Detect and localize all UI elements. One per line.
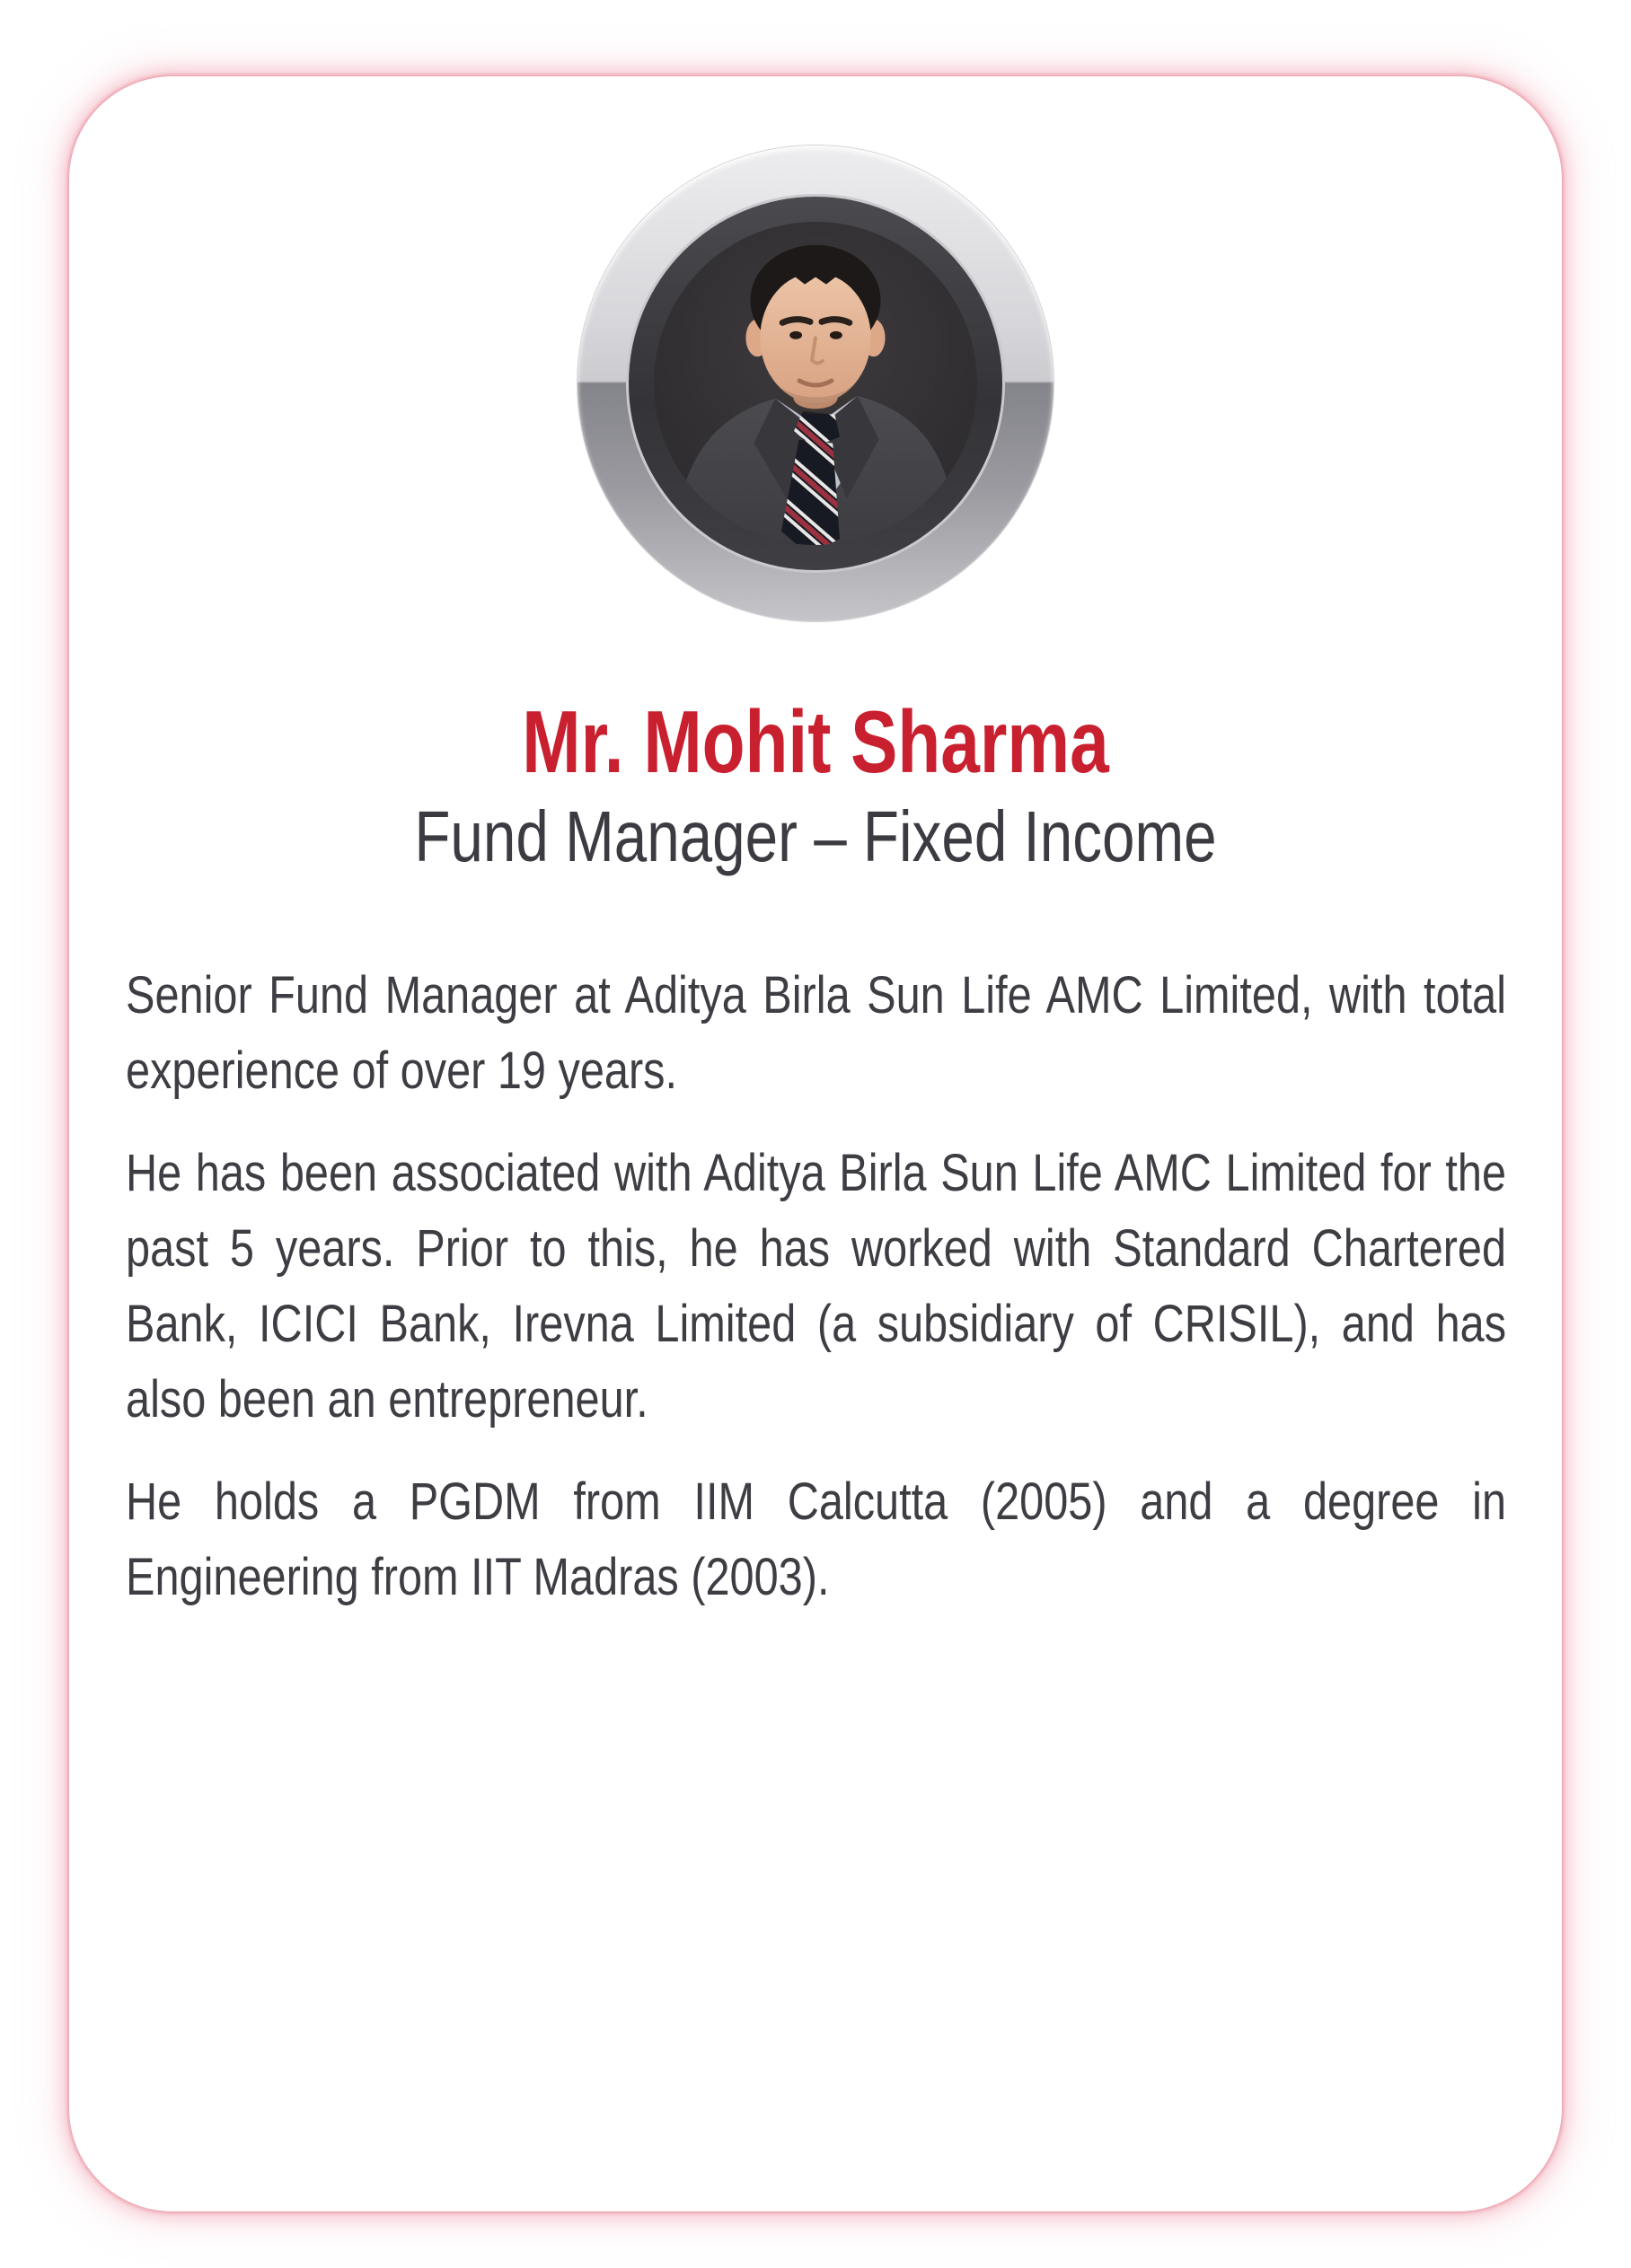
profile-photo xyxy=(654,222,977,545)
profile-card xyxy=(69,76,1562,2211)
bio-paragraph-1: Senior Fund Manager at Aditya Birla Sun Life AMC Limited, with total experience of over 19 years. xyxy=(126,966,1507,1100)
man-portrait-illustration xyxy=(654,222,977,545)
bio-paragraph-2: He has been associated with Aditya Birla Sun Life AMC Limited for the past 5 years. Prior to this, he has worked with Standard Chartered Bank, ICICI Bank, Irevna Limited (a subsidiary of CRISIL), and has also been an entrepreneur. xyxy=(126,1144,1507,1428)
person-role: Fund Manager – Fixed Income xyxy=(414,796,1217,876)
profile-photo-frame xyxy=(577,145,1054,621)
person-name: Mr. Mohit Sharma xyxy=(522,692,1109,791)
bio-paragraph-3: He holds a PGDM from IIM Calcutta (2005) and a degree in Engineering from IIT Madras (2003). xyxy=(126,1472,1507,1606)
bio-section xyxy=(126,958,1506,1642)
